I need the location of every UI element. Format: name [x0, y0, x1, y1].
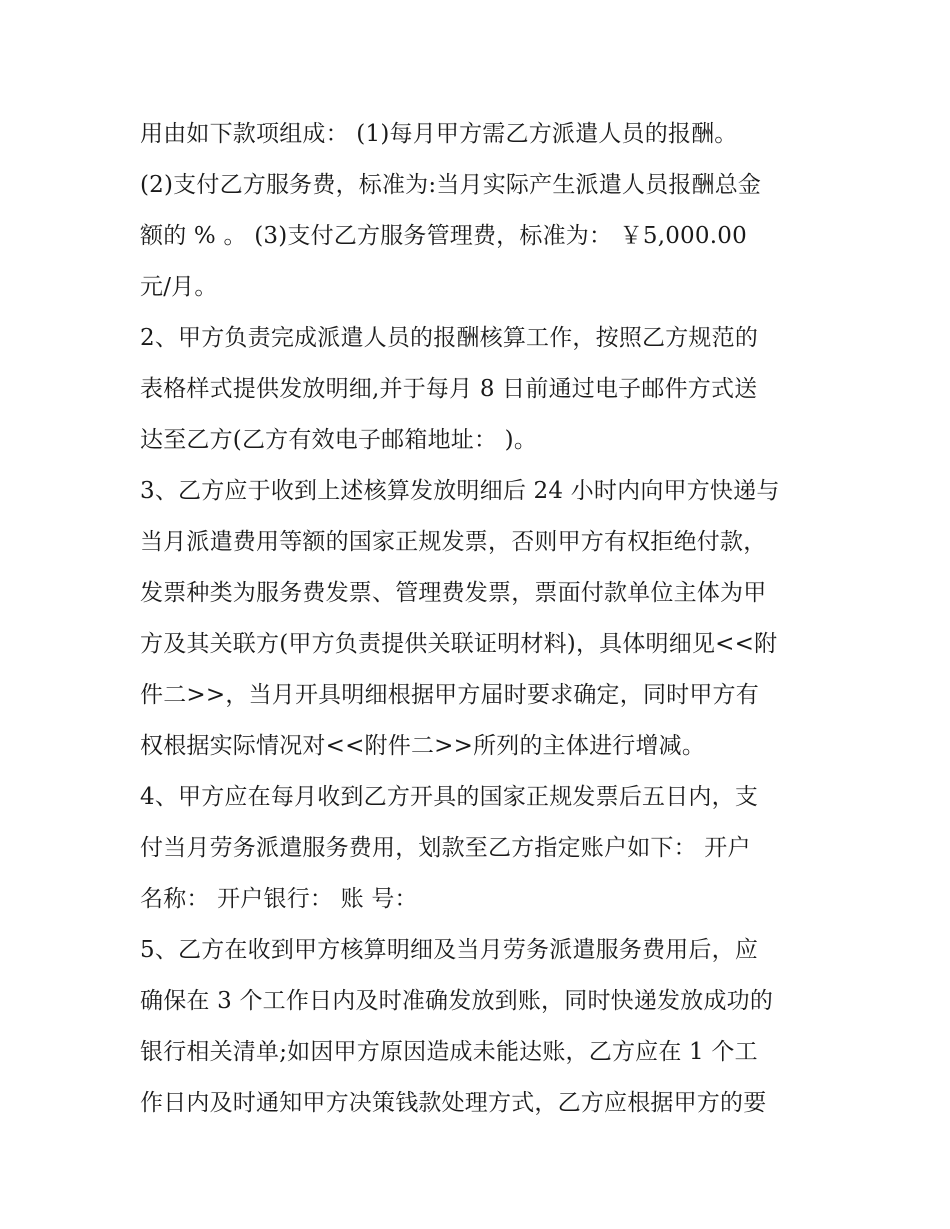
- document-body: [140, 109, 820, 1129]
- text-line: 件二>>，当月开具明细根据甲方届时要求确定，同时甲方有: [140, 682, 759, 708]
- text-line: 作日内及时通知甲方决策钱款处理方式，乙方应根据甲方的要: [140, 1090, 767, 1116]
- text-line: 额的 % 。 (3)支付乙方服务管理费，标准为： ￥5,000.00: [140, 223, 747, 249]
- text-line: 付当月劳务派遣服务费用，划款至乙方指定账户如下： 开户: [140, 835, 751, 861]
- text-line: 名称： 开户银行： 账 号：: [140, 886, 418, 912]
- text-line: 当月派遣费用等额的国家正规发票，否则甲方有权拒绝付款，: [140, 529, 767, 555]
- text-line: 2、甲方负责完成派遣人员的报酬核算工作，按照乙方规范的: [140, 325, 759, 351]
- text-line: 方及其关联方(甲方负责提供关联证明材料)，具体明细见<<附: [140, 631, 778, 657]
- text-line: 发票种类为服务费发票、管理费发票，票面付款单位主体为甲: [140, 580, 767, 606]
- text-line: (2)支付乙方服务费，标准为:当月实际产生派遣人员报酬总金: [140, 172, 762, 198]
- text-line: 表格样式提供发放明细,并于每月 8 日前通过电子邮件方式送: [140, 376, 758, 402]
- text-line: 5、乙方在收到甲方核算明细及当月劳务派遣服务费用后，应: [140, 937, 759, 963]
- text-line: 权根据实际情况对<<附件二>>所列的主体进行增减。: [140, 733, 706, 759]
- text-line: 4、甲方应在每月收到乙方开具的国家正规发票后五日内，支: [140, 784, 759, 810]
- text-line: 银行相关清单;如因甲方原因造成未能达账，乙方应在 1 个工: [140, 1039, 758, 1065]
- text-line: 确保在 3 个工作日内及时准确发放到账，同时快递发放成功的: [140, 988, 774, 1014]
- text-line: 用由如下款项组成： (1)每月甲方需乙方派遣人员的报酬。: [140, 121, 738, 147]
- text-line: 3、乙方应于收到上述核算发放明细后 24 小时内向甲方快递与: [140, 478, 780, 504]
- text-line: 达至乙方(乙方有效电子邮箱地址： )。: [140, 427, 538, 453]
- text-line: 元/月。: [140, 274, 218, 300]
